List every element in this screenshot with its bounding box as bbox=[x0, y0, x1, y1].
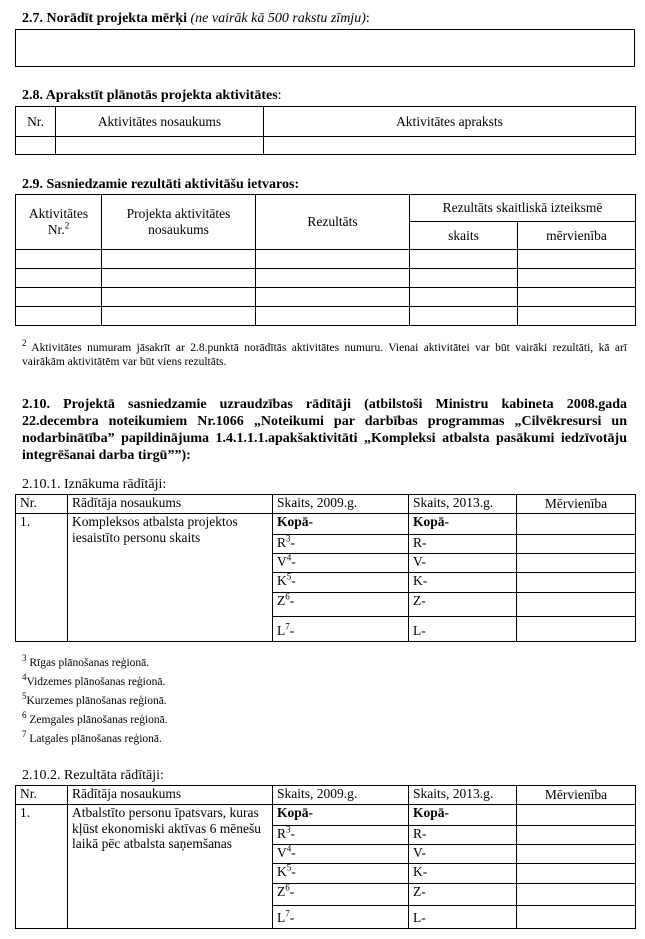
region-l-2013[interactable]: L- bbox=[409, 617, 517, 642]
col-header-result-numeric: Rezultāts skaitliskā izteiksmē bbox=[410, 195, 636, 222]
result-indicators-table bbox=[15, 785, 636, 929]
section-2-8-heading: 2.8. Aprakstīt plānotās projekta aktivitātes: bbox=[22, 88, 282, 103]
table-row bbox=[16, 307, 636, 326]
table-row bbox=[16, 250, 636, 269]
footnote-6: $^6$ Zemgales plānošanas reģionā. bbox=[22, 710, 168, 726]
footnote-2: $^2$ Aktivitātes numuram jāsakrīt ar 2.8.punktā norādītās aktivitātes numuru. Vienai aktivitātei var būt vairāki rezultāti, kā arī vairākām aktivitātēm var būt viens rezultāts. bbox=[22, 338, 627, 368]
col-header-nr: Nr. bbox=[16, 495, 68, 514]
section-2-9-heading: 2.9. Sasniedzamie rezultāti aktivitāšu ietvaros: bbox=[22, 177, 300, 192]
col-header-count-2013: Skaits, 2013.g. bbox=[409, 786, 517, 805]
activity-description-cell[interactable] bbox=[264, 137, 636, 155]
activities-table bbox=[15, 106, 636, 155]
region-v-2009[interactable]: $V^4-$ bbox=[273, 554, 409, 573]
activity-name-cell[interactable] bbox=[56, 137, 264, 155]
footnote-5: $^5$Kurzemes plānošanas reģionā. bbox=[22, 691, 167, 707]
footnote-3: $^3$ Rīgas plānošanas reģionā. bbox=[22, 653, 150, 669]
col-header-count: skaits bbox=[410, 222, 518, 250]
col-header-count-2009: Skaits, 2009.g. bbox=[273, 495, 409, 514]
activity-nr-cell[interactable] bbox=[16, 137, 56, 155]
footnote-7: $^7$ Latgales plānošanas reģionā. bbox=[22, 729, 162, 745]
section-2-10-1-heading: 2.10.1. Iznākuma rādītāji: bbox=[22, 477, 167, 492]
col-header-count-2013: Skaits, 2013.g. bbox=[409, 495, 517, 514]
col-header-unit: Mērvienība bbox=[517, 786, 636, 805]
footnote-4: $^4$Vidzemes plānošanas reģionā. bbox=[22, 672, 166, 688]
total-2009[interactable]: Kopā- bbox=[273, 805, 409, 826]
table-row bbox=[16, 288, 636, 307]
col-header-count-2009: Skaits, 2009.g. bbox=[273, 786, 409, 805]
region-v-2013[interactable]: V- bbox=[409, 554, 517, 573]
col-header-indicator-name: Rādītāja nosaukums bbox=[68, 495, 273, 514]
table-row bbox=[16, 269, 636, 288]
unit-cell[interactable] bbox=[517, 805, 636, 826]
results-table bbox=[15, 194, 636, 326]
region-k-2009[interactable]: $K^5-$ bbox=[273, 573, 409, 593]
region-z-2009[interactable]: $Z^6-$ bbox=[273, 884, 409, 906]
region-k-2009[interactable]: $K^5-$ bbox=[273, 864, 409, 884]
region-z-2013[interactable]: Z- bbox=[409, 884, 517, 906]
region-r-2013[interactable]: R- bbox=[409, 535, 517, 554]
region-l-2009[interactable]: $L^7-$ bbox=[273, 906, 409, 929]
col-header-result: Rezultāts bbox=[256, 195, 410, 250]
col-header-nr: Nr. bbox=[16, 107, 56, 137]
region-v-2013[interactable]: V- bbox=[409, 845, 517, 864]
region-v-2009[interactable]: $V^4-$ bbox=[273, 845, 409, 864]
col-header-activity-nr: Aktivitātes Nr.$^2$ bbox=[16, 195, 102, 250]
region-l-2013[interactable]: L- bbox=[409, 906, 517, 929]
total-2013[interactable]: Kopā- bbox=[409, 514, 517, 535]
indicator-name: Atbalstīto personu īpatsvars, kuras kļūst ekonomiski aktīvas 6 mēnešu laikā pēc atbalsta saņemšanas bbox=[68, 805, 273, 929]
total-2009[interactable]: Kopā- bbox=[273, 514, 409, 535]
unit-cell[interactable] bbox=[517, 514, 636, 535]
output-indicators-table bbox=[15, 494, 636, 642]
region-z-2009[interactable]: $Z^6-$ bbox=[273, 593, 409, 617]
region-l-2009[interactable]: $L^7-$ bbox=[273, 617, 409, 642]
region-r-2009[interactable]: $R^3-$ bbox=[273, 826, 409, 845]
region-z-2013[interactable]: Z- bbox=[409, 593, 517, 617]
region-r-2009[interactable]: $R^3-$ bbox=[273, 535, 409, 554]
section-2-10-2-heading: 2.10.2. Rezultāta rādītāji: bbox=[22, 768, 164, 783]
indicator-nr: 1. bbox=[16, 514, 68, 642]
region-k-2013[interactable]: K- bbox=[409, 864, 517, 884]
indicator-nr: 1. bbox=[16, 805, 68, 929]
col-header-activity-name: Aktivitātes nosaukums bbox=[56, 107, 264, 137]
section-2-10-heading: 2.10. Projektā sasniedzamie uzraudzības rādītāji (atbilstoši Ministru kabineta 2008.gada 22.decembra noteikumiem Nr.1066 „Noteikumi par darbības programmas „Cilvēkresursi un nodarbinātība” papildinājuma 1.4.1.1.1.apakšaktivitāti „Kompleksi atbalsta pasākumi iedzīvotāju integrēšanai darba tirgū””): bbox=[22, 397, 627, 464]
col-header-indicator-name: Rādītāja nosaukums bbox=[68, 786, 273, 805]
project-goal-field[interactable] bbox=[15, 29, 635, 67]
region-k-2013[interactable]: K- bbox=[409, 573, 517, 593]
indicator-name: Kompleksos atbalsta projektos iesaistīto personu skaits bbox=[68, 514, 273, 642]
col-header-unit: mērvienība bbox=[518, 222, 636, 250]
col-header-project-activity-name: Projekta aktivitātes nosaukums bbox=[102, 195, 256, 250]
region-r-2013[interactable]: R- bbox=[409, 826, 517, 845]
section-2-7-note: (ne vairāk kā 500 rakstu zīmju) bbox=[190, 11, 366, 26]
total-2013[interactable]: Kopā- bbox=[409, 805, 517, 826]
section-2-7-heading: 2.7. Norādīt projekta mērķi (ne vairāk kā 500 rakstu zīmju): bbox=[22, 11, 370, 26]
col-header-activity-description: Aktivitātes apraksts bbox=[264, 107, 636, 137]
col-header-nr: Nr. bbox=[16, 786, 68, 805]
col-header-unit: Mērvienība bbox=[517, 495, 636, 514]
